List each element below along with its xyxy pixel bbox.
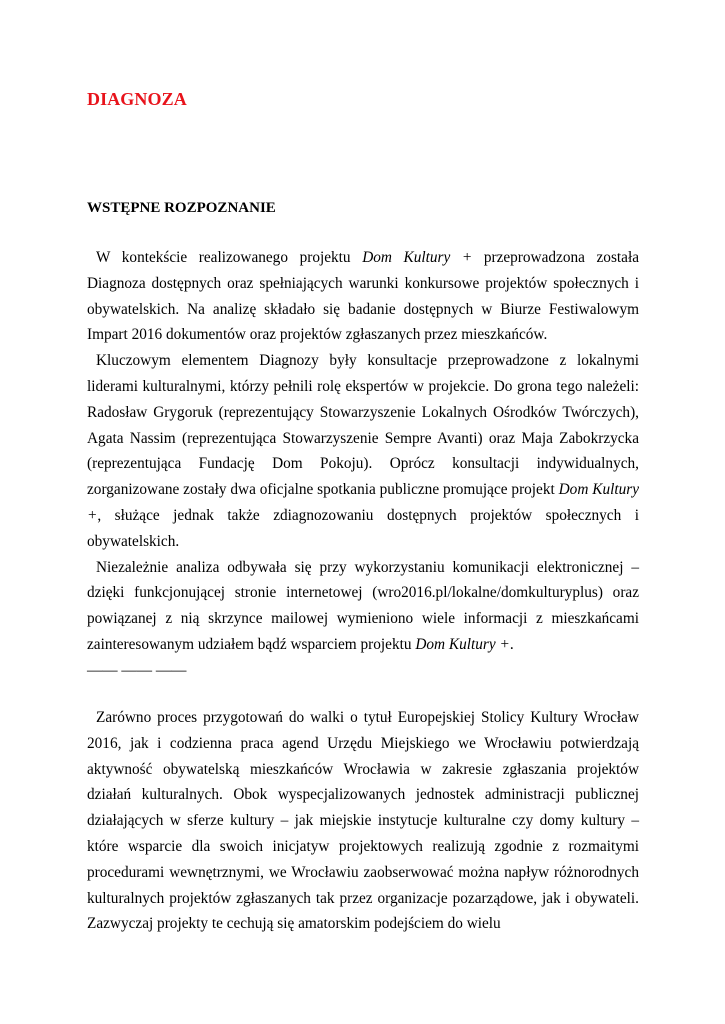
paragraph-online-text-start: Niezależnie analiza odbywała się przy wykorzystaniu komunikacji elektronicznej – dzięki funkcjonującej stronie internetowej (wro2016.pl/lokalne/domkulturyplus) oraz powiązanej z nią skrzynce mailowej wymieniono wiele informacji z mieszkańcami zainteresowanym udziałem bądź wsparciem projektu (87, 558, 639, 653)
section-body (87, 245, 639, 684)
project-name: Dom Kultury + (87, 481, 639, 524)
paragraph-context: Zarówno proces przygotowań do walki o tytuł Europejskiej Stolicy Kultury Wrocław 2016, jak i codzienna praca agend Urzędu Miejskiego we Wrocławiu potwierdzają aktywność obywatelską mieszkańców Wrocławia w zakresie zgłaszania projektów działań kulturalnych. Obok wyspecjalizowanych jednostek administracji publicznej działających w sferze kultury – jak miejskie instytucje kulturalne czy domy kultury – które wsparcie dla swoich inicjatyw projektowych realizują zgodnie z rozmaitymi procedurami wewnętrznymi, we Wrocławiu zaobserwować można napływ różnorodnych kulturalnych projektów zgłaszanych tak przez organizacje pozarządowe, jak i obywateli. Zazwyczaj projekty te cechują się amatorskim podejściem do wielu (87, 709, 639, 933)
paragraph-online (87, 555, 639, 658)
separator: —— —— —— (87, 661, 187, 679)
paragraph-consultations (87, 348, 639, 554)
paragraph-intro (87, 245, 639, 348)
document-title: DIAGNOZA (87, 89, 187, 109)
project-name: Dom Kultury + (415, 635, 510, 653)
paragraph-online-text-end: . (509, 635, 514, 653)
paragraph-intro-text-end: przeprowadzona została Diagnoza dostępnych oraz spełniających warunki konkursowe projektów społecznych i obywatelskich. Na analizę składało się badanie dostępnych w Biurze Festiwalowym Impart 2016 dokumentów oraz projektów zgłaszanych przez mieszkańców. (87, 249, 639, 344)
section-heading: WSTĘPNE ROZPOZNANIE (87, 200, 276, 216)
section-body-continued (87, 705, 639, 937)
paragraph-consultations-text-end: , służące jednak także zdiagnozowaniu dostępnych projektów społecznych i obywatelskich. (87, 506, 639, 550)
paragraph-consultations-text-start: Kluczowym elementem Diagnozy były konsultacje przeprowadzone z lokalnymi liderami kulturalnymi, którzy pełnili rolę ekspertów w projekcie. Do grona tego należeli: Radosław Grygoruk (reprezentujący Stowarzyszenie Lokalnych Ośrodków Twórczych), Agata Nassim (reprezentująca Stowarzyszenie Sempre Avanti) oraz Maja Zabokrzycka (reprezentująca Fundację Dom Pokoju). Oprócz konsultacji indywidualnych, zorganizowane zostały dwa oficjalne spotkania publiczne promujące projekt (87, 352, 639, 499)
paragraph-intro-text-start: W kontekście realizowanego projektu (96, 249, 363, 266)
project-name: Dom Kultury + (362, 249, 473, 266)
